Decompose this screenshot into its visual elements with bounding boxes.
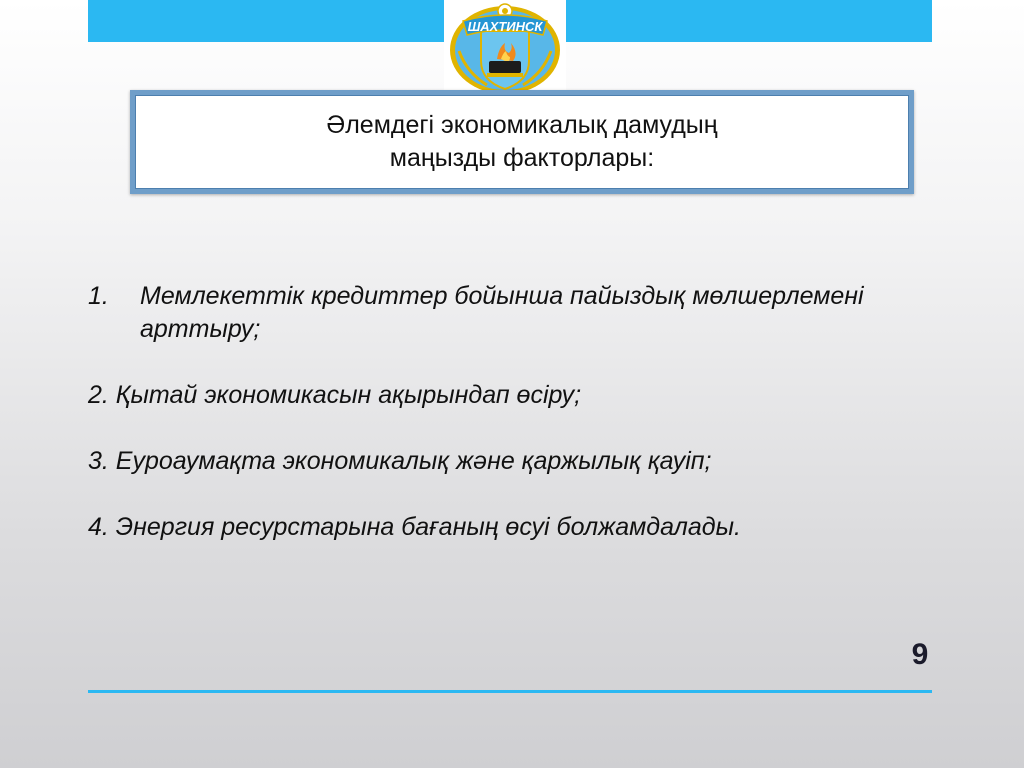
list-item bbox=[88, 280, 972, 346]
list-item-number: 1. bbox=[88, 282, 109, 310]
list-item: 4. Энергия ресурстарына бағаның өсуі болжамдалады. bbox=[88, 513, 741, 541]
list-item-text: Мемлекеттік кредиттер бойынша пайыздық мөлшерлемені арттыру; bbox=[140, 282, 864, 343]
list-item: 2. Қытай экономикасын ақырындап өсіру; bbox=[88, 381, 582, 409]
slide-title-line-2: маңызды факторлары: bbox=[389, 144, 655, 172]
title-box bbox=[130, 90, 914, 194]
emblem-frame bbox=[444, 0, 566, 96]
emblem-label: ШАХТИНСК bbox=[467, 19, 543, 34]
title-inner bbox=[135, 95, 909, 189]
slide-title-line-1: Әлемдегі экономикалық дамудың bbox=[326, 111, 718, 139]
factors-list bbox=[88, 280, 972, 544]
list-item: 3. Еуроаумақта экономикалық және қаржылық қауіп; bbox=[88, 447, 712, 475]
city-emblem-icon bbox=[447, 1, 563, 95]
footer-divider bbox=[88, 690, 932, 693]
page-number: 9 bbox=[911, 638, 929, 671]
